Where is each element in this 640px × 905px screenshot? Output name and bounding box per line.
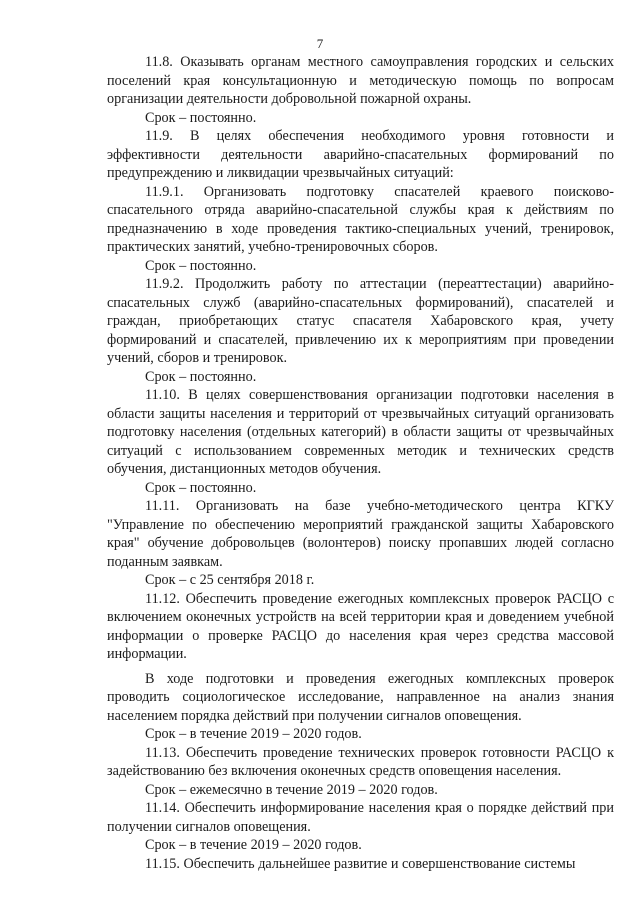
paragraph-11-10: 11.10. В целях совершенствования организации подготовки населения в области защиты населения и территорий от чрезвычайных ситуаций организовать подготовку населения (отдельных категорий) в области защиты от чрезвычайных ситуаций с использованием современных методик и технических средств обучения, дистанционных методов обучения. xyxy=(107,387,614,477)
paragraph-11-13: 11.13. Обеспечить проведение технических проверок готовности РАСЦО к задействованию без включения оконечных средств оповещения населения. xyxy=(107,744,614,779)
paragraph-11-15: 11.15. Обеспечить дальнейшее развитие и совершенствование системы xyxy=(145,855,576,872)
deadline-text: Срок – постоянно. xyxy=(145,479,257,496)
paragraph-11-11: 11.11. Организовать на базе учебно-методического центра КГКУ "Управление по обеспечению мероприятий гражданской защиты Хабаровского края" обучение добровольцев (волонтеров) поиску пропавших людей согласно поданным заявкам. xyxy=(107,498,614,570)
page-number: 7 xyxy=(316,36,324,51)
paragraph-11-12: 11.12. Обеспечить проведение ежегодных комплексных проверок РАСЦО с включением оконечных устройств на всей территории края и доведением учебной информации о проверке РАСЦО до населения края через средства массовой информации. xyxy=(107,590,614,662)
deadline-text: Срок – в течение 2019 – 2020 годов. xyxy=(145,837,362,853)
deadline-text: Срок – ежемесячно в течение 2019 – 2020 годов. xyxy=(145,781,438,798)
paragraph-11-12-note: В ходе подготовки и проведения ежегодных комплексных проверок проводить социологическое исследование, направленное на анализ знания населением порядка действий при получении сигналов оповещения. xyxy=(107,670,614,724)
deadline-text: Срок – постоянно. xyxy=(145,109,257,126)
deadline-text: Срок – постоянно. xyxy=(145,257,257,274)
deadline-text: Срок – в течение 2019 – 2020 годов. xyxy=(145,726,362,742)
deadline-text: Срок – с 25 сентября 2018 г. xyxy=(145,572,315,588)
paragraph-11-14: 11.14. Обеспечить информирование населения края о порядке действий при получении сигналов оповещения. xyxy=(107,800,614,835)
paragraph-11-9: 11.9. В целях обеспечения необходимого уровня готовности и эффективности деятельности аварийно-спасательных формирований по предупреждению и ликвидации чрезвычайных ситуаций: xyxy=(107,128,614,181)
paragraph-11-9-2: 11.9.2. Продолжить работу по аттестации (переаттестации) аварийно-спасательных служб (аварийно-спасательных формирований), спасателей и граждан, приобретающих статус спасателя Хабаровского края, учету формирований и спасателей, привлечению их к мероприятиям при проведении учений, сборов и тренировок. xyxy=(107,276,614,366)
paragraph-11-9-1: 11.9.1. Организовать подготовку спасателей краевого поисково-спасательного отряда аварийно-спасательной службы края к действиям по предназначению в ходе проведения тактико-специальных учений, тренировок, практических занятий, учебно-тренировочных сборов. xyxy=(107,183,614,255)
document-body xyxy=(107,53,614,873)
paragraph-11-8: 11.8. Оказывать органам местного самоуправления городских и сельских поселений края консультационную и методическую помощь по вопросам организации деятельности добровольной пожарной охраны. xyxy=(107,54,614,107)
deadline-text: Срок – постоянно. xyxy=(145,368,257,385)
